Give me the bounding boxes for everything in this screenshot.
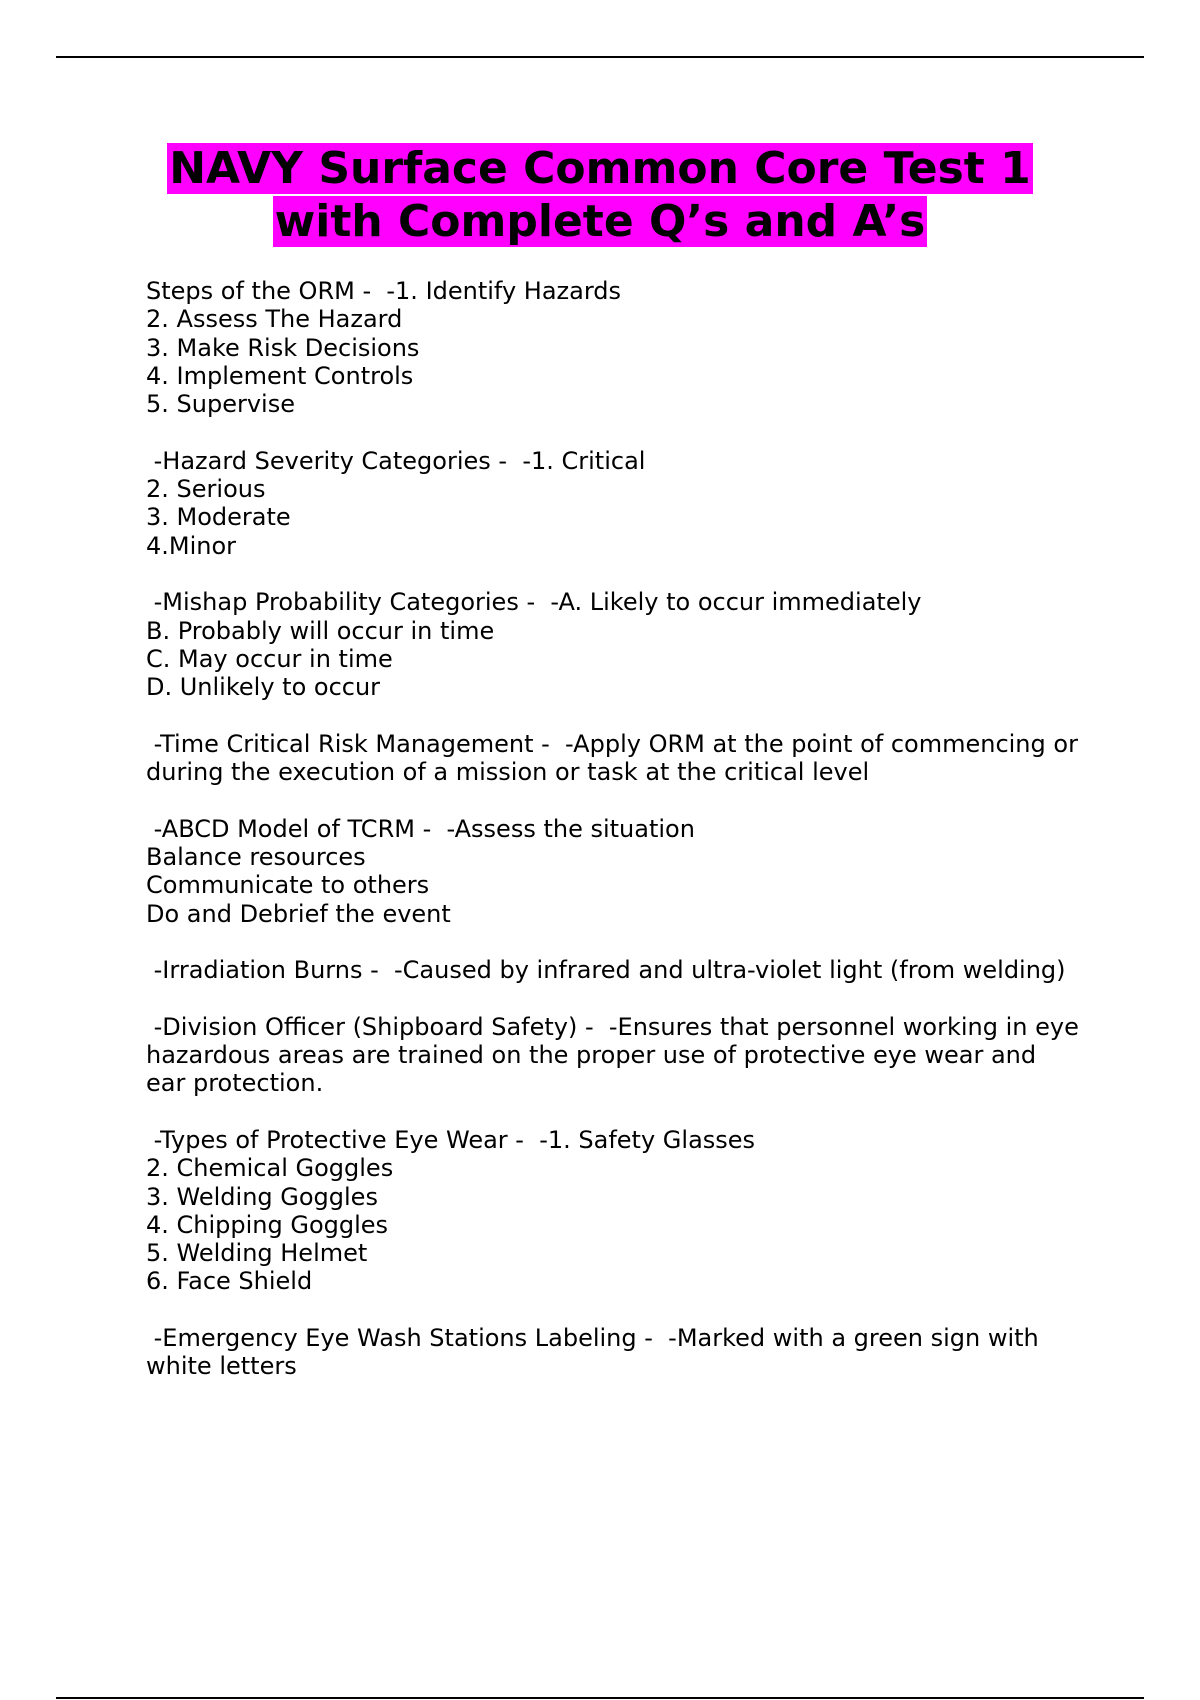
entry-line: 5. Supervise <box>146 390 295 419</box>
title-line: with Complete Q’s and A’s <box>274 196 926 247</box>
qa-content <box>146 277 1106 1409</box>
entry-line: 6. Face Shield <box>146 1267 313 1296</box>
qa-entry <box>146 588 1106 701</box>
entry-line: -Emergency Eye Wash Stations Labeling - -Marked with a green sign with <box>146 1323 1039 1352</box>
entry-line: 2. Chemical Goggles <box>146 1154 394 1183</box>
entry-line: D. Unlikely to occur <box>146 673 381 702</box>
qa-entry <box>146 1126 1106 1296</box>
qa-entry <box>146 815 1106 928</box>
entry-line: B. Probably will occur in time <box>146 616 495 645</box>
top-rule <box>56 56 1144 58</box>
entry-line: Steps of the ORM - -1. Identify Hazards <box>146 277 622 305</box>
entry-line: Do and Debrief the event <box>146 899 451 928</box>
entry-line: -Division Officer (Shipboard Safety) - -Ensures that personnel working in eye <box>146 1012 1079 1041</box>
entry-line: -Types of Protective Eye Wear - -1. Safety Glasses <box>146 1125 756 1154</box>
entry-line: 2. Assess The Hazard <box>146 305 403 334</box>
qa-entry <box>146 447 1106 560</box>
entry-line: 3. Moderate <box>146 503 291 532</box>
entry-line: Communicate to others <box>146 871 430 900</box>
document-title <box>60 142 1140 248</box>
qa-entry <box>146 730 1106 787</box>
qa-entry <box>146 1013 1106 1098</box>
entry-line: -Irradiation Burns - -Caused by infrared and ultra-violet light (from welding) <box>146 956 1066 985</box>
qa-entry <box>146 277 1106 418</box>
entry-line: -Time Critical Risk Management - -Apply ORM at the point of commencing or <box>146 729 1078 758</box>
qa-entry <box>146 956 1106 984</box>
entry-line: hazardous areas are trained on the proper use of protective eye wear and <box>146 1041 1037 1070</box>
entry-line: -Hazard Severity Categories - -1. Critical <box>146 446 646 475</box>
entry-line: 5. Welding Helmet <box>146 1239 368 1268</box>
entry-line: -Mishap Probability Categories - -A. Likely to occur immediately <box>146 588 922 617</box>
entry-line: white letters <box>146 1352 297 1381</box>
entry-line: 4.Minor <box>146 531 237 560</box>
entry-line: 3. Welding Goggles <box>146 1182 378 1211</box>
qa-entry <box>146 1324 1106 1381</box>
entry-line: during the execution of a mission or task at the critical level <box>146 758 870 787</box>
entry-line: 2. Serious <box>146 475 266 504</box>
entry-line: 4. Chipping Goggles <box>146 1210 389 1239</box>
entry-line: C. May occur in time <box>146 644 393 673</box>
bottom-rule <box>56 1697 1144 1699</box>
entry-line: Balance resources <box>146 842 366 871</box>
entry-line: -ABCD Model of TCRM - -Assess the situation <box>146 814 695 843</box>
title-line: NAVY Surface Common Core Test 1 <box>169 143 1031 194</box>
entry-line: ear protection. <box>146 1069 324 1098</box>
entry-line: 3. Make Risk Decisions <box>146 333 420 362</box>
entry-line: 4. Implement Controls <box>146 361 414 390</box>
